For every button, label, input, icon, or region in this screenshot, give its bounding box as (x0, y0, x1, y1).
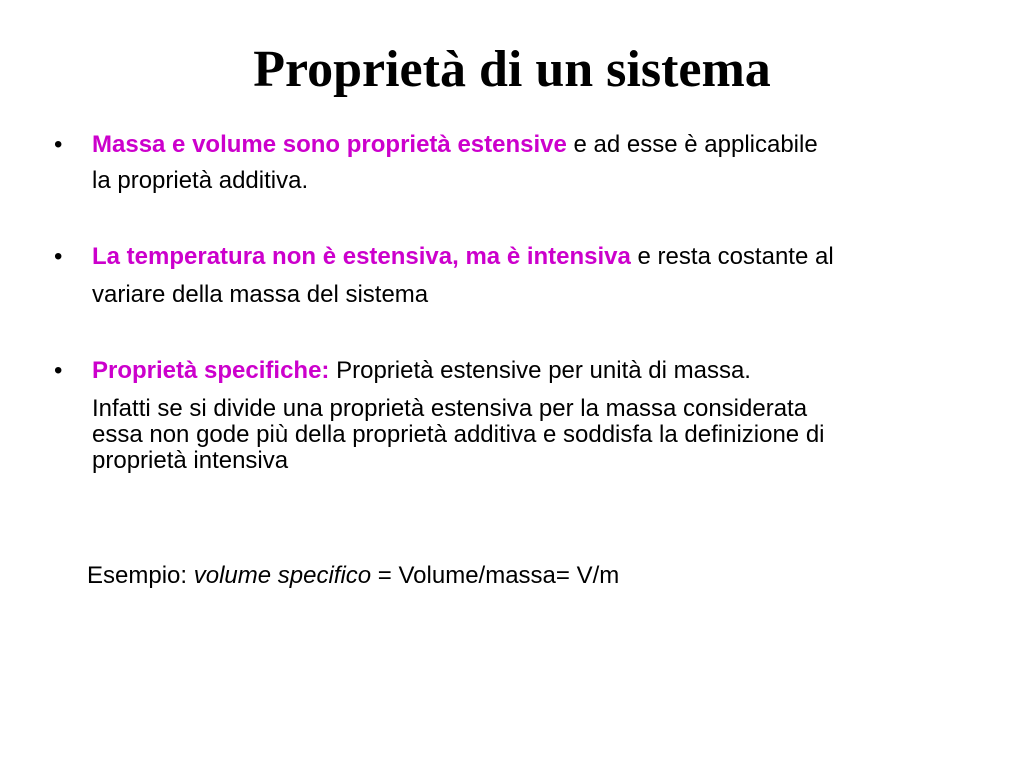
bullet-line (92, 353, 751, 389)
bullet-item-1 (0, 127, 1024, 199)
bullet-text: e resta costante al (630, 243, 834, 270)
example-term: volume specifico (193, 562, 372, 589)
bullet-highlight: La temperatura non è estensiva, ma è intensiva (92, 243, 631, 270)
example-formula: = Volume/massa= V/m (371, 562, 620, 589)
example-line (87, 558, 619, 594)
bullet-item-3 (0, 353, 1024, 389)
bullet-continuation: variare della massa del sistema (92, 281, 429, 308)
bullet-highlight: Proprietà specifiche: (92, 357, 330, 384)
bullet-line (92, 127, 818, 163)
bullet-continuation: la proprietà additiva. (92, 167, 309, 194)
example-label: Esempio: (87, 562, 194, 589)
bullet-item-2 (0, 239, 1024, 311)
bullet-highlight: Massa e volume sono proprietà estensive (92, 131, 567, 158)
paragraph-line-3: proprietà intensiva (92, 447, 289, 474)
paragraph-line-1: Infatti se si divide una proprietà estensiva per la massa considerata (92, 395, 808, 422)
bullet-text: Proprietà estensive per unità di massa. (329, 357, 751, 384)
bullet-dot: • (54, 131, 63, 158)
bullet-dot: • (54, 357, 63, 384)
bullet-text: e ad esse è applicabile (566, 131, 818, 158)
paragraph-line-2: essa non gode più della proprietà additiva e soddisfa la definizione di (92, 421, 825, 448)
slide-title: Proprietà di un sistema (253, 41, 771, 98)
bullet-dot: • (54, 243, 63, 270)
bullet-paragraph-cont (92, 422, 992, 474)
bullet-line (92, 239, 834, 275)
bullet-paragraph (92, 396, 992, 422)
